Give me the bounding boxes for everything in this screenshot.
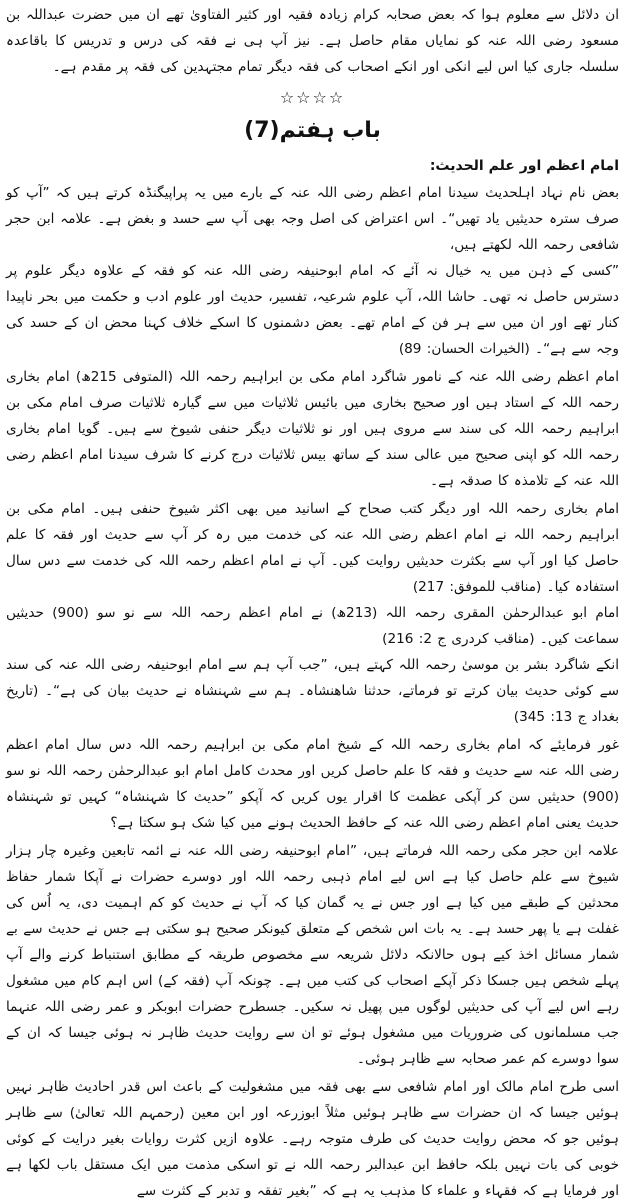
section-heading: امام اعظم اور علم الحدیث: [429,158,619,174]
paragraph-5: امام ابو عبدالرحمٰن المقری رحمہ اللہ (213ھ) نے امام اعظم رحمہ اللہ سے نو سو (900) حدیثیں سماعت کیں۔ (مناقب کردری ج 2: 216) [6,605,620,647]
intro-paragraph: ان دلائل سے معلوم ہوا کہ بعض صحابہ کرام زیادہ فقیہ اور کثیر الفتاویٰ تھے ان میں حضرت عبداللہ بن مسعود رضی اللہ عنہ کو نمایاں مقام حاصل ہے۔ نیز آپ ہی نے فقہ کی درس و تدریس کا باقاعدہ سلسلہ جاری کیا اس لیے انکی اور انکے اصحاب کی فقہ دیگر تمام مجتہدین کی فقہ پر مقدم ہے۔ [6,7,619,75]
chapter-title: باب ہفتم(7) [244,118,381,143]
paragraph-7: غور فرمایئے کہ امام بخاری رحمہ اللہ کے شیخ امام مکی بن ابراہیم رحمہ اللہ دس سال امام اعظم رضی اللہ عنہ سے حدیث و فقہ کا علم حاصل کریں اور محدث کامل امام ابو عبدالرحمٰن رحمہ اللہ نو سو (900) حدیثیں سن کر آپکی عظمت کا اقرار یوں کریں کہ آپکو ”حدیث کا شہنشاہ“ کہیں تو شہنشاہ حدیث یعنی امام اعظم رضی اللہ عنہ کے حافظ الحدیث ہونے میں کیا شک ہو سکتا ہے؟ [6,737,619,831]
paragraph-3: امام اعظم رضی اللہ عنہ کے نامور شاگرد امام مکی بن ابراہیم رحمہ اللہ (المتوفی 215ھ) امام بخاری رحمہ اللہ کے استاد ہیں اور صحیح بخاری میں بائیس ثلاثیات میں سے گیارہ ثلاثیات صرف امام مکی بن ابراہیم رحمہ اللہ کی سند سے مروی ہیں اور نو ثلاثیات دیگر حنفی شیوخ سے ہیں۔ گویا امام بخاری رحمہ اللہ کو اپنی صحیح میں عالی سند کے ساتھ بیس ثلاثیات درج کرنے کا شرف سیدنا امام اعظم رضی اللہ عنہ کے تلامذہ کا صدقہ ہے۔ [6,369,619,489]
paragraph-4: امام بخاری رحمہ اللہ اور دیگر کتب صحاح کے اسانید میں بھی اکثر شیوخ حنفی ہیں۔ امام مکی بن ابراہیم رحمہ اللہ نے امام اعظم رضی اللہ عنہ کی خدمت میں رہ کر آپ سے حدیث اور فقہ کا علم حاصل کیا اور آپ سے بکثرت حدیثیں روایت کیں۔ آپ نے امام اعظم رحمہ اللہ کی خدمت سے دس سال استفادہ کیا۔ (مناقب للموفق: 217) [6,501,619,595]
quote-paragraph-ibn-hajar: ”کسی کے ذہن میں یہ خیال نہ آئے کہ امام ابوحنیفہ رضی اللہ عنہ کو فقہ کے علاوہ دیگر علوم پر دسترس حاصل نہ تھی۔ حاشا اللہ، آپ علوم شرعیہ، تفسیر، حدیث اور علوم ادب و حکمت میں بحر ناپیدا کنار تھے اور ان میں سے ہر فن کے امام تھے۔ بعض دشمنوں کا اسکے خلاف کہنا محض ان کے حسد کی وجہ سے ہے“۔ (الخیرات الحسان: 89) [6,263,619,357]
paragraph-9: اسی طرح امام مالک اور امام شافعی سے بھی فقہ میں مشغولیت کے باعث اس قدر احادیث ظاہر نہیں ہوئیں جیسا کہ ان حضرات سے ظاہر ہوئیں مثلاً ابوزرعہ اور ابن معین (رحمہم اللہ تعالیٰ) سے ظاہر ہوئیں جو کہ محض روایت حدیث کی طرف متوجہ رہے۔ علاوہ ازیں کثرت روایات بغیر درایت کے کوئی خوبی کی بات نہیں بلکہ حافظ ابن عبدالبر رحمہ اللہ نے تو اسکی مذمت میں ایک مستقل باب لکھا ہے اور فرمایا ہے کہ فقہاء و علماء کا مذہب یہ ہے کہ ”بغیر تفقہ و تدبر کے کثرت سے [6,1079,619,1199]
section-separator-stars: ☆☆☆☆ [279,88,346,107]
paragraph-1: بعض نام نہاد اہلحدیث سیدنا امام اعظم رضی اللہ عنہ کے بارے میں یہ پراپیگنڈہ کرتے ہیں کہ ”آپ کو صرف سترہ حدیثیں یاد تھیں“۔ اس اعتراض کی اصل وجہ بھی آپ سے حسد و بغض ہے۔ علامہ ابن حجر شافعی رحمہ اللہ لکھتے ہیں، [6,185,619,253]
paragraph-8: علامہ ابن حجر مکی رحمہ اللہ فرماتے ہیں، ”امام ابوحنیفہ رضی اللہ عنہ نے ائمہ تابعین وغیرہ چار ہزار شیوخ سے علم حاصل کیا ہے اس لیے امام ذہبی رحمہ اللہ اور دوسرے حضرات نے آپکا شمار حفاظ محدثین کے طبقے میں کیا ہے اور جس نے یہ گمان کیا کہ آپ نے حدیث کو کم اہمیت دی، یہ اُس کی غفلت ہے یا پھر حسد ہے۔ یہ بات اس شخص کے متعلق کیونکر صحیح ہو سکتی ہے جس نے حدیث سے بے شمار مسائل اخذ کیے ہوں حالانکہ دلائل شریعہ سے مخصوص طریقہ کے مطابق استنباط کرنے والے آپ پہلے شخص ہیں جسکا ذکر آپکے اصحاب کی کتب میں ہے۔ چونکہ آپ (فقہ کے) اس اہم کام میں مشغول رہے اس لیے آپ کی حدیثیں لوگوں میں پھیل نہ سکیں۔ جسطرح حضرات ابوبکر و عمر رضی اللہ عنہما جب مسلمانوں کی ضروریات میں مشغول ہوئے تو ان سے روایت حدیث ظاہر نہ ہوئی جیسا کہ ان کے سوا دوسرے کم عمر صحابہ سے ظاہر ہوئی۔ [6,843,619,1067]
paragraph-6: انکے شاگرد بشر بن موسیٰ رحمہ اللہ کہتے ہیں، ”جب آپ ہم سے امام ابوحنیفہ رضی اللہ عنہ کی سند سے کوئی حدیث بیان کرتے تو فرماتے، حدثنا شاھنشاہ۔ ہم سے شہنشاہ نے حدیث بیان کی ہے“۔ (تاریخ بغداد ج 13: 345) [6,657,619,725]
